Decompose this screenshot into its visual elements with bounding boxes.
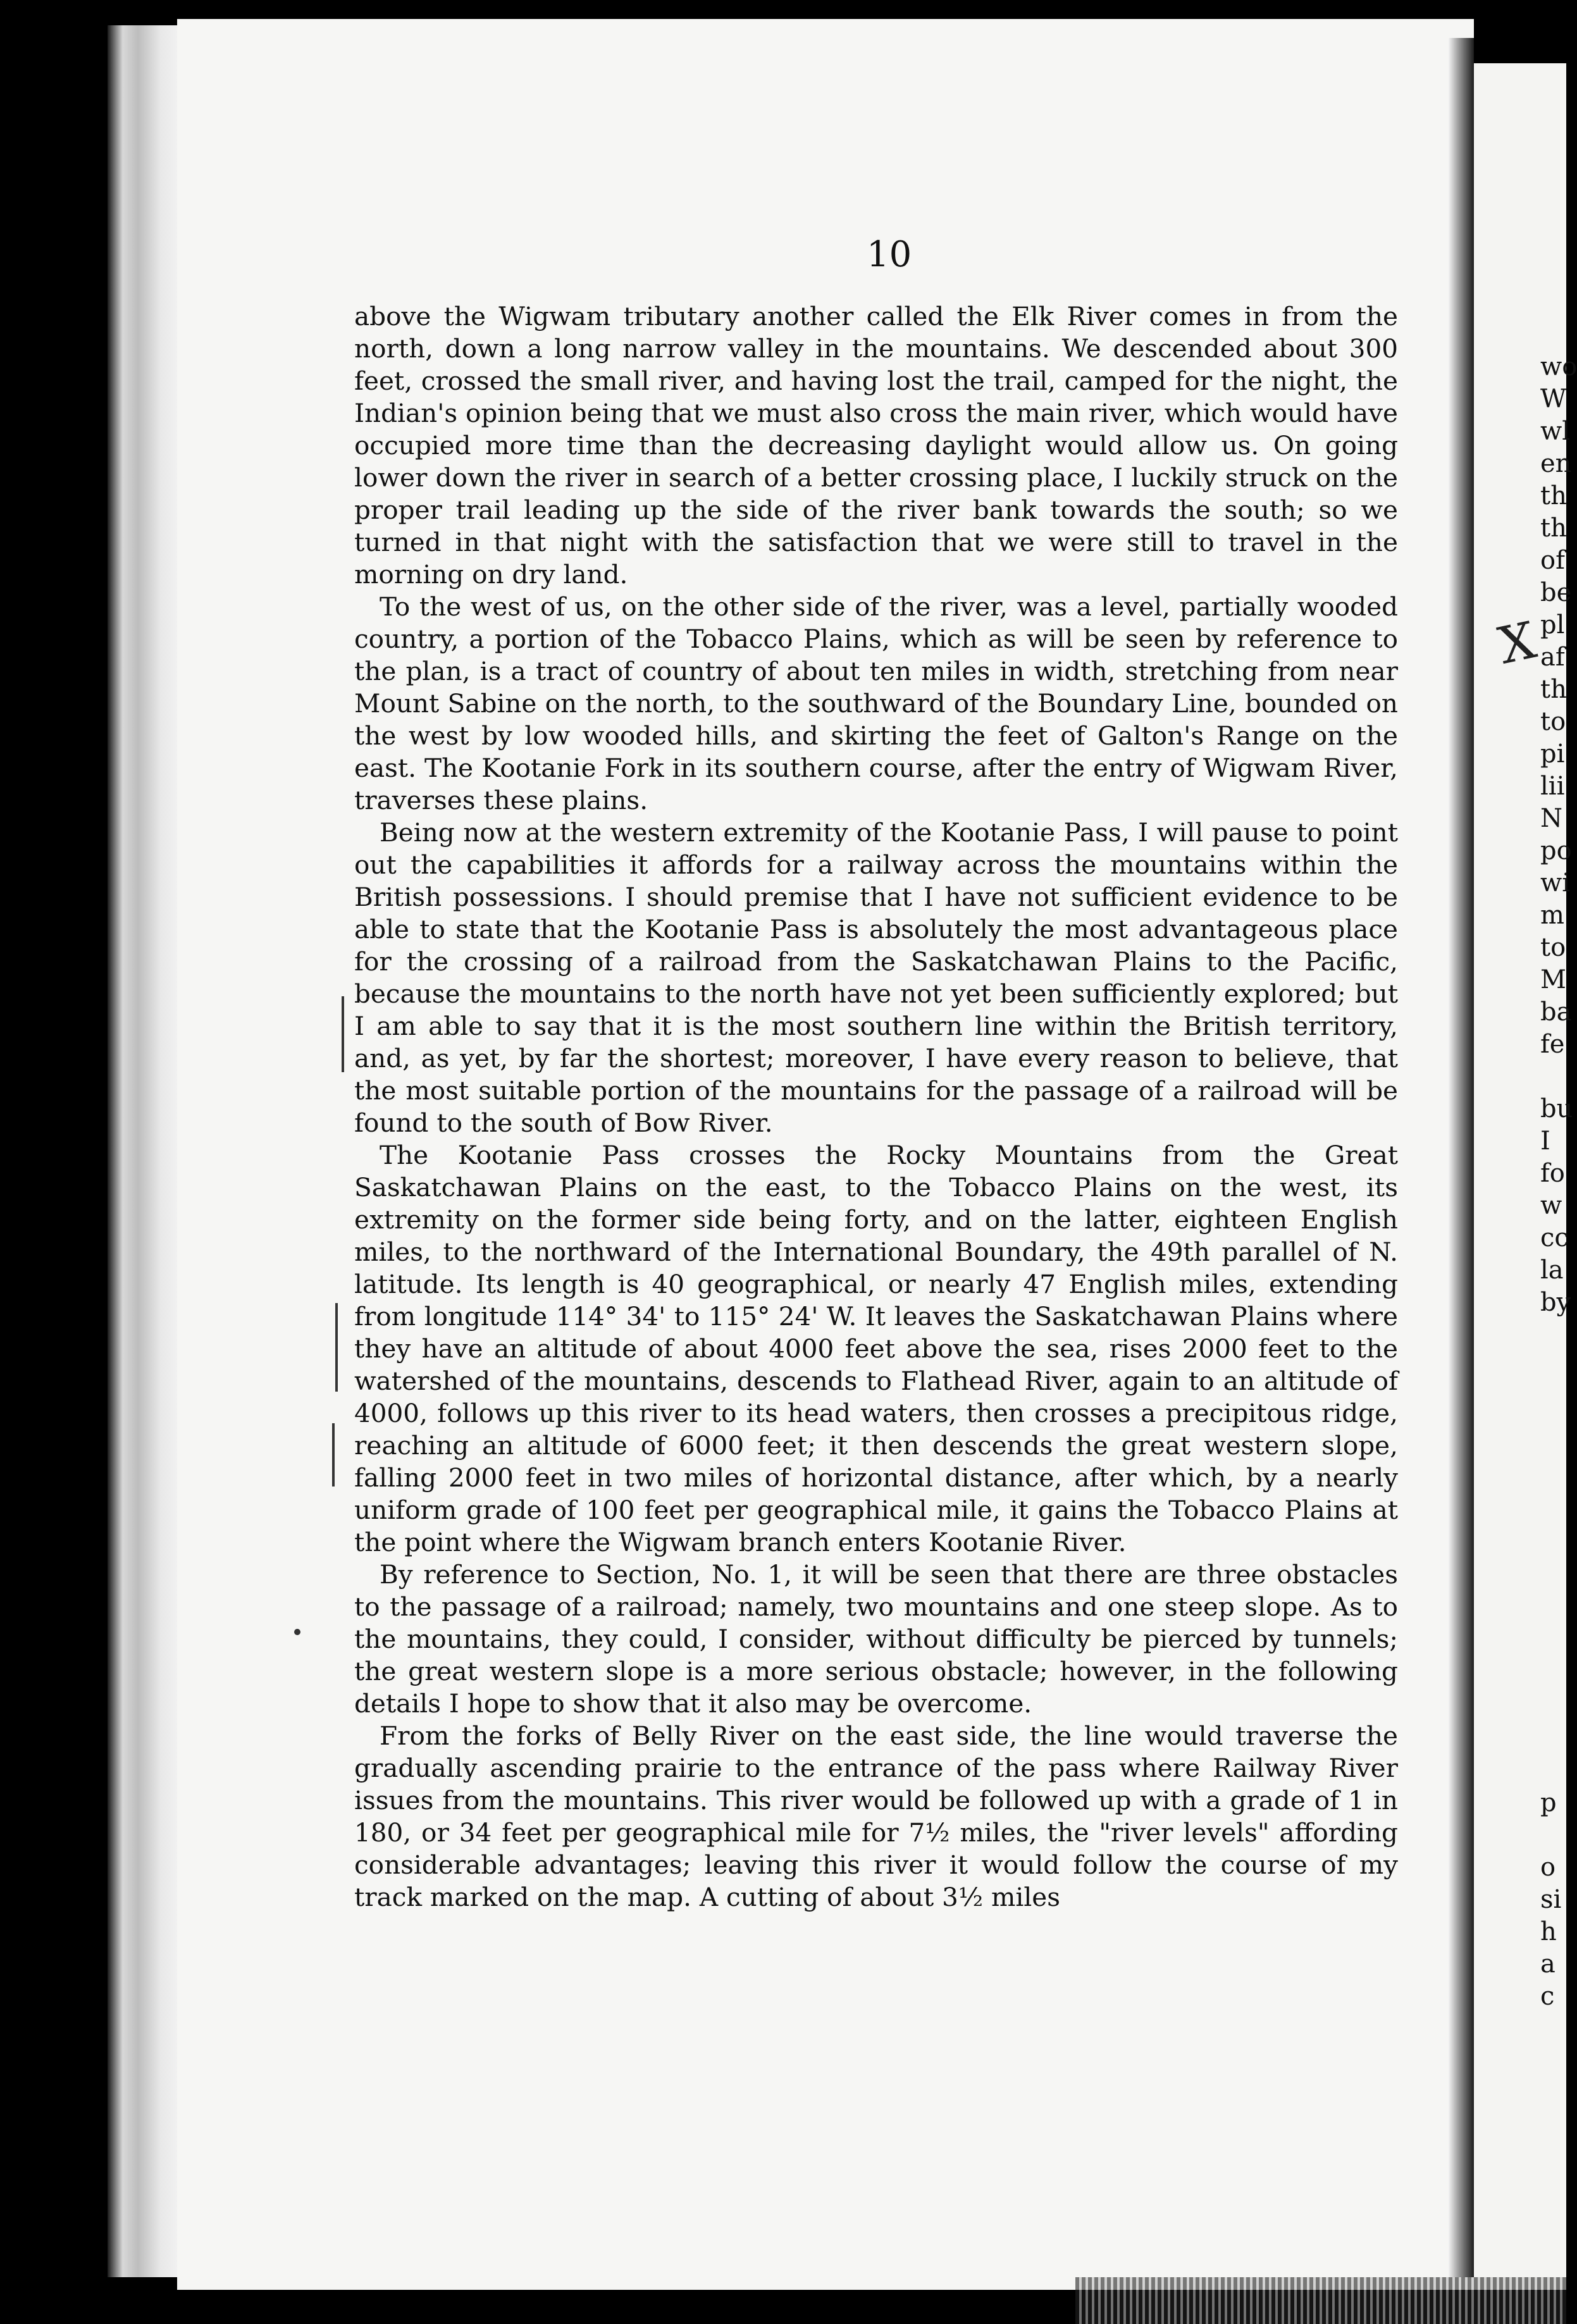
- right-page-fragment: bu: [1540, 1094, 1573, 1123]
- right-page-fragment: wl: [1540, 417, 1571, 446]
- right-page-fragment: to: [1540, 933, 1566, 962]
- right-page-fragment: lii: [1540, 772, 1565, 801]
- right-page-fragment: N: [1540, 804, 1562, 833]
- right-page-fragment: wi: [1540, 868, 1571, 898]
- right-page-fragment: fe: [1540, 1030, 1565, 1059]
- right-page-fragment: w: [1540, 1191, 1562, 1220]
- right-page-fragment: be: [1540, 578, 1572, 607]
- paragraph: By reference to Section, No. 1, it will be seen that there are three obstacles to the passage of a railroad; namely, two mountains and one steep slope. As to the mountains, they could, I consider, without difficulty be pierced by tunnels; the great western slope is a more serious obstacle; however, in the following details I hope to show that it also may be overcome.: [354, 1559, 1398, 1719]
- right-page-fragment: ba: [1540, 998, 1572, 1027]
- scan-edge-strip: [1075, 2277, 1566, 2324]
- right-page-fragment: c: [1540, 1982, 1555, 2011]
- right-page-fragment: o: [1540, 1853, 1556, 1882]
- right-page-fragment: of: [1540, 546, 1565, 575]
- book-binding-edge: [108, 25, 183, 2277]
- paragraph: The Kootanie Pass crosses the Rocky Mountains from the Great Saskatchawan Plains on the east, to the Tobacco Plains on the west, its extremity on the former side being forty, and on the latter, eighteen English miles, to the northward of the International Boundary, the 49th parallel of N. latitude. Its length is 40 geographical, or nearly 47 English miles, extending from longitude 114° 34' to 115° 24' W. It leaves the Saskatchawan Plains where they have an altitude of about 4000 feet above the sea, rises 2000 feet to the watershed of the mountains, descends to Flathead River, again to an altitude of 4000, follows up this river to its head waters, then crosses a precipitous ridge, reaching an altitude of 6000 feet; it then descends the great western slope, falling 2000 feet in two miles of horizontal distance, after which, by a nearly uniform grade of 100 feet per geographical mile, it gains the Tobacco Plains at the point where the Wigwam branch enters Kootanie River.: [354, 1140, 1398, 1557]
- paragraph: Being now at the western extremity of the Kootanie Pass, I will pause to point out the capabilities it affords for a railway across the mountains within the British possessions. I should premise that I have not sufficient evidence to be able to state that the Kootanie Pass is absolutely the most advantageous place for the crossing of a railroad from the Saskatchawan Plains to the Pacific, because the mountains to the north have not yet been sufficiently explored; but I am able to say that it is the most southern line within the British territory, and, as yet, by far the shortest; moreover, I have every reason to believe, that the most suitable portion of the mountains for the passage of a railroad will be found to the south of Bow River.: [354, 817, 1398, 1138]
- right-page-fragment: la: [1540, 1256, 1564, 1285]
- right-page-fragment: I: [1540, 1127, 1550, 1156]
- right-page-fragment: po: [1540, 836, 1572, 865]
- margin-line-mark: [335, 1303, 338, 1392]
- right-page-text-fragments: [1540, 351, 1577, 1319]
- paragraph: To the west of us, on the other side of the river, was a level, partially wooded country, a portion of the Tobacco Plains, which as will be seen by reference to the plan, is a tract of country of about ten miles in width, stretching from near Mount Sabine on the north, to the southward of the Boundary Line, bounded on the west by low wooded hills, and skirting the feet of Galton's Range on the east. The Kootanie Fork in its southern course, after the entry of Wigwam River, traverses these plains.: [354, 591, 1398, 815]
- book-gutter: [1449, 38, 1474, 2277]
- paragraph: From the forks of Belly River on the east side, the line would traverse the gradually ascending prairie to the entrance of the pass where Railway River issues from the mountains. This river would be followed up with a grade of 1 in 180, or 34 feet per geographical mile for 7½ miles, the "river levels" affording considerable advantages; leaving this river it would follow the course of my track marked on the map. A cutting of about 3½ miles: [354, 1721, 1398, 1912]
- right-page-fragment: si: [1540, 1885, 1562, 1914]
- right-page-fragment: [1540, 1061, 1577, 1093]
- right-page-fragment: h: [1540, 1917, 1557, 1946]
- paragraph: above the Wigwam tributary another called the Elk River comes in from the north, down a long narrow valley in the mountains. We descended about 300 feet, crossed the small river, and having lost the trail, camped for the night, the Indian's opinion being that we must also cross the main river, which would have occupied more time than the decreasing daylight would allow us. On going lower down the river in search of a better crossing place, I luckily struck on the proper trail leading up the side of the river bank towards the south; so we turned in that night with the satisfaction that we were still to travel in the morning on dry land.: [354, 301, 1398, 590]
- right-page-fragment: wo: [1540, 352, 1577, 381]
- right-page-fragment: pl: [1540, 610, 1565, 640]
- right-page-fragment: th: [1540, 481, 1567, 510]
- right-page-fragment: th: [1540, 514, 1567, 543]
- right-page-fragment: to: [1540, 707, 1566, 736]
- right-page-fragment: cc: [1540, 1223, 1569, 1252]
- right-page-fragment: a: [1540, 1950, 1555, 1979]
- margin-x-mark: X: [1493, 610, 1541, 676]
- margin-line-mark: [342, 996, 344, 1072]
- margin-line-mark: [332, 1423, 335, 1486]
- body-text: [354, 300, 1398, 1913]
- right-page-fragment: by: [1540, 1288, 1571, 1317]
- right-page-fragment: th: [1540, 675, 1567, 704]
- right-page-fragment: af: [1540, 643, 1565, 672]
- right-page-fragment: p: [1540, 1788, 1557, 1817]
- right-page-fragment: en: [1540, 449, 1572, 478]
- page-number: 10: [867, 234, 912, 275]
- right-page-fragment: W: [1540, 385, 1567, 414]
- right-page-fragment: m: [1540, 901, 1564, 930]
- right-page-fragment: M: [1540, 965, 1566, 994]
- right-page-text-fragments-lower: [1540, 1787, 1561, 2013]
- right-page-fragment: fo: [1540, 1159, 1565, 1188]
- margin-dot-mark: [294, 1629, 300, 1635]
- right-page-fragment: pi: [1540, 739, 1565, 769]
- right-page-fragment: [1540, 1819, 1561, 1851]
